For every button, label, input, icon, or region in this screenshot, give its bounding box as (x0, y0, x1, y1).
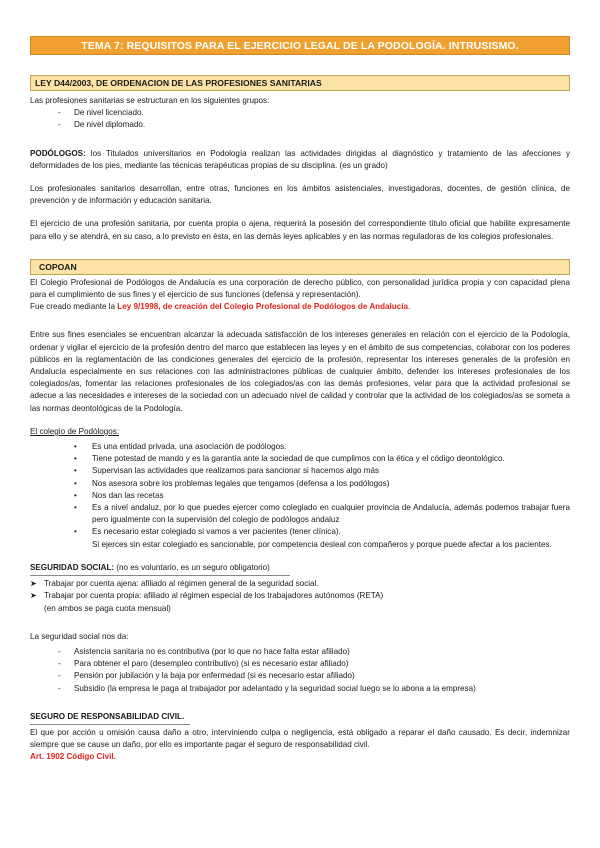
colegio-continuation: Si ejerces sin estar colegiado es sancionable, por competencia desleal con compañeros y porque puede afectar a los pacientes. (92, 539, 552, 549)
list-item: - De nivel licenciado. (30, 107, 570, 119)
created-prefix: Fue creado mediante la (30, 302, 118, 312)
copoan-paragraph: El Colegio Profesional de Podólogos de Andalucía es una corporación de derecho público, con personalidad jurídica propia y con capacidad plena para el cumplimiento de sus fines y el ejercicio de sus funciones (defensa y representación). (30, 277, 570, 300)
document-page (30, 36, 570, 764)
created-suffix: . (408, 302, 411, 312)
list-item (30, 578, 570, 590)
da-list (30, 646, 570, 695)
colegio-heading: El colegio de Podólogos: (30, 426, 120, 436)
list-item: • Es necesario estar colegiado si vamos a ver pacientes (tener clínica). (30, 526, 570, 538)
list-item: • Es una entidad privada, una asociación de podólogos. (30, 441, 570, 453)
da-heading: La seguridad social nos da: (30, 631, 129, 641)
copoan-created (30, 301, 570, 313)
divider (30, 724, 190, 725)
seguridad-note-line: (en ambos se paga cuota mensual) (44, 603, 171, 613)
list-item: • Supervisan las actividades que realizamos para sancionar si hacemos algo más (30, 465, 570, 477)
fines-paragraph: Entre sus fines esenciales se encuentran alcanzar la adecuada satisfacción de los intereses generales en relación con el ejercicio de la Podología, ordenar y vigilar el ejercicio de la profesión dentro del marco que establecen las leyes y en el ámbito de sus competencias, colaborar con los poderes públicos en la reglamentación de las condiciones generales del ejercicio de la profesión, representar los intereses generales de la profesión en Andalucía especialmente en sus relaciones con las administraciones públicas de cualquier ámbito, defender los intereses profesionales de los colegiados/as, fomentar las relaciones profesionales de los colegiados/as con las demás profesiones, velar para que la actividad profesional se adecue a las necesidades e intereses de la sociedad con un adecuado nivel de calidad y controlar que la actividad de los colegiados/as se someta a las normas deontológicas de la Podología. (30, 330, 570, 413)
ley-intro: Las profesiones sanitarias se estructuran en los siguientes grupos: (30, 96, 270, 105)
list-item: - De nivel diplomado. (30, 119, 570, 131)
article-reference: Art. 1902 Código Civil. (30, 752, 116, 762)
list-item: - Pensión por jubilación y la baja por enfermedad (si es necesario estar afiliado) (30, 670, 570, 682)
section-heading-ley: LEY D44/2003, DE ORDENACION DE LAS PROFESIONES SANITARIAS (30, 75, 570, 91)
podologos-paragraph (30, 148, 570, 172)
list-item: • Nos asesora sobre los problemas legales que tengamos (defensa a los podólogos) (30, 478, 570, 490)
list-item: - Asistencia sanitaria no es contributiva (por lo que no hace falta estar afiliado) (30, 646, 570, 658)
section-heading-copoan: COPOAN (30, 259, 570, 275)
law-reference: Ley 9/1998, de creación del Colegio Profesional de Podólogos de Andalucía (117, 302, 408, 312)
podologos-text: los Titulados universitarios en Podología realizan las actividades dirigidas al diagnóstico y tratamiento de las afecciones y deformidades de los pies, mediante las técnicas terapéuticas propias de su disciplina. (es un grado) (30, 148, 570, 170)
seguridad-list (30, 578, 570, 602)
ejercicio-paragraph: El ejercicio de una profesión sanitaria, por cuenta propia o ajena, requerirá la posesión del correspondiente título oficial que habilite expresamente para ello y se atendrá, en su caso, a lo previsto en ésta, en las demás leyes aplicables y en las normas reguladoras de los colegios profesionales. (30, 219, 570, 241)
list-item: • Es a nivel andaluz, por lo que puedes ejercer como colegiado en cualquier provincia de Andalucía, además podemos trabajar fuera pero igualmente con la supervisión del colegio de podólogos andaluz (30, 502, 570, 526)
seguridad-label: SEGURIDAD SOCIAL: (30, 562, 115, 572)
list-item (30, 590, 570, 602)
arrow-icon: ➤ (30, 579, 37, 589)
divider (30, 575, 290, 576)
responsabilidad-text: El que por acción u omisión causa daño a otro, interviniendo culpa o negligencia, está obligado a reparar el daño causado. Es decir, indemnizar siempre que se cause un daño, por ello es importante pagar el seguro de responsabilidad civil. (30, 727, 570, 750)
document-title: TEMA 7: REQUISITOS PARA EL EJERCICIO LEGAL DE LA PODOLOGÍA. INTRUSISMO. (30, 36, 570, 55)
list-item-text: Trabajar por cuenta propia: afiliado al régimen especial de los trabajadores autónomos (RETA) (44, 591, 384, 601)
list-item: • Tiene potestad de mando y es la garantía ante la sociedad de que cumplimos con la ética y el código deontológico. (30, 453, 570, 465)
list-item: - Subsidio (la empresa le paga al trabajador por adelantado y la seguridad social luego se lo abona a la empresa) (30, 683, 570, 695)
funciones-paragraph: Los profesionales sanitarios desarrollan, entre otras, funciones en los ámbitos asistenciales, investigadoras, docentes, de gestión clínica, de prevención y de información y educación sanitaria. (30, 184, 570, 206)
arrow-icon: ➤ (30, 591, 37, 601)
seguridad-heading (30, 562, 570, 574)
podologos-label: PODÓLOGOS: (30, 148, 86, 158)
list-item: - Para obtener el paro (desempleo contributivo) (si es necesario estar afiliado) (30, 658, 570, 670)
seguridad-note: (no es voluntario, es un seguro obligatorio) (114, 562, 270, 572)
colegio-list (30, 441, 570, 539)
groups-list (30, 107, 570, 131)
responsabilidad-heading: SEGURO DE RESPONSABILIDAD CIVIL. (30, 711, 185, 721)
list-item-text: Trabajar por cuenta ajena: afiliado al régimen general de la seguridad social. (44, 579, 319, 589)
list-item: • Nos dan las recetas (30, 490, 570, 502)
